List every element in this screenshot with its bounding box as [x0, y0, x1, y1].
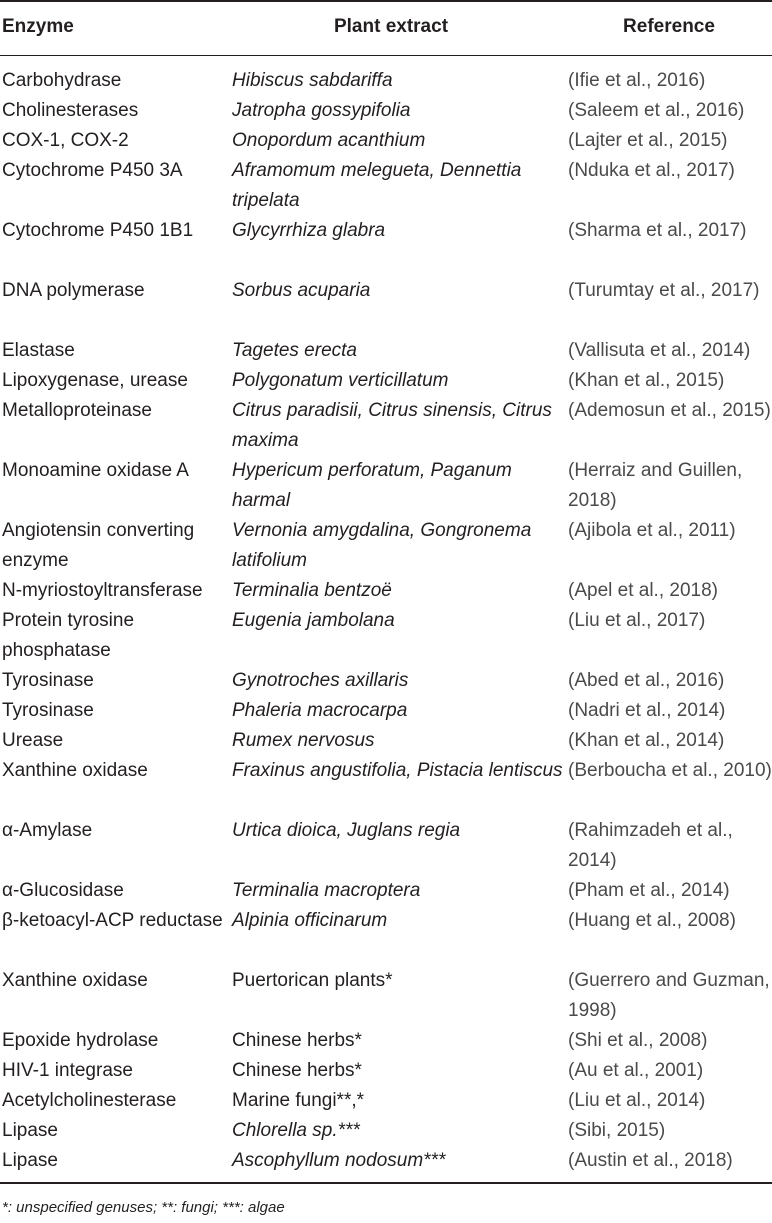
bottom-rule	[0, 1182, 772, 1184]
cell-reference: (Shi et al., 2008)	[568, 1030, 708, 1051]
cell-reference: (Berboucha et al., 2010)	[568, 760, 772, 781]
table-row	[0, 336, 772, 366]
cell-plant-extract: Chlorella sp.***	[232, 1120, 360, 1141]
table-row	[0, 456, 772, 516]
table-row	[0, 1146, 772, 1176]
header-enzyme: Enzyme	[2, 16, 74, 37]
header-plant-extract: Plant extract	[333, 16, 449, 37]
cell-plant-extract: Sorbus acuparia	[232, 280, 371, 301]
cell-plant-extract: Hypericum perforatum, Paganum harmal	[232, 460, 512, 511]
cell-reference: (Khan et al., 2014)	[568, 730, 725, 751]
cell-enzyme: Epoxide hydrolase	[2, 1030, 159, 1051]
cell-enzyme: Cytochrome P450 3A	[2, 160, 183, 181]
table-row	[0, 1116, 772, 1146]
table-row	[0, 276, 772, 336]
cell-reference: (Huang et al., 2008)	[568, 910, 736, 931]
cell-reference: (Turumtay et al., 2017)	[568, 280, 760, 301]
cell-enzyme: Angiotensin converting enzyme	[2, 520, 195, 571]
cell-enzyme: Tyrosinase	[2, 700, 94, 721]
table-row	[0, 1026, 772, 1056]
cell-enzyme: Metalloproteinase	[2, 400, 152, 421]
cell-reference: (Austin et al., 2018)	[568, 1150, 733, 1171]
cell-plant-extract: Polygonatum verticillatum	[232, 370, 449, 391]
cell-reference: (Au et al., 2001)	[568, 1060, 704, 1081]
table-body	[0, 66, 772, 1176]
table-row	[0, 876, 772, 906]
table-row	[0, 366, 772, 396]
table-row	[0, 156, 772, 216]
cell-enzyme: DNA polymerase	[2, 280, 145, 301]
table-row	[0, 576, 772, 606]
table-row	[0, 1056, 772, 1086]
cell-plant-extract: Urtica dioica, Juglans regia	[232, 820, 461, 841]
cell-enzyme: COX-1, COX-2	[2, 130, 129, 151]
cell-enzyme: Tyrosinase	[2, 670, 94, 691]
cell-enzyme: β-ketoacyl-ACP reductase	[2, 910, 223, 931]
table-row	[0, 966, 772, 1026]
cell-plant-extract: Glycyrrhiza glabra	[232, 220, 386, 241]
header-rule	[0, 55, 772, 56]
cell-plant-extract: Terminalia bentzoë	[232, 580, 392, 601]
table-row	[0, 906, 772, 966]
cell-enzyme: Acetylcholinesterase	[2, 1090, 177, 1111]
cell-reference: (Apel et al., 2018)	[568, 580, 718, 601]
table-row	[0, 606, 772, 666]
table-row	[0, 516, 772, 576]
cell-reference: (Nadri et al., 2014)	[568, 700, 726, 721]
cell-plant-extract: Fraxinus angustifolia, Pistacia lentiscus	[232, 760, 563, 781]
table-row	[0, 666, 772, 696]
cell-reference: (Guerrero and Guzman, 1998)	[568, 970, 770, 1021]
table-footnote: *: unspecified genuses; **: fungi; ***: algae	[2, 1199, 285, 1216]
cell-plant-extract: Onopordum acanthium	[232, 130, 426, 151]
table-row	[0, 66, 772, 96]
cell-reference: (Herraiz and Guillen, 2018)	[568, 460, 743, 511]
cell-enzyme: Monoamine oxidase A	[2, 460, 189, 481]
cell-reference: (Lajter et al., 2015)	[568, 130, 728, 151]
cell-plant-extract: Ascophyllum nodosum***	[232, 1150, 446, 1171]
cell-enzyme: Protein tyrosine phosphatase	[2, 610, 135, 661]
cell-reference: (Ajibola et al., 2011)	[568, 520, 736, 541]
cell-plant-extract: Marine fungi**,*	[232, 1090, 365, 1111]
cell-plant-extract: Hibiscus sabdariffa	[232, 70, 393, 91]
table-row	[0, 816, 772, 876]
cell-plant-extract: Citrus paradisii, Citrus sinensis, Citrus maxima	[232, 400, 552, 451]
cell-enzyme: Lipoxygenase, urease	[2, 370, 188, 391]
table-row	[0, 96, 772, 126]
table-row	[0, 126, 772, 156]
cell-enzyme: Urease	[2, 730, 64, 751]
cell-plant-extract: Chinese herbs*	[232, 1060, 362, 1081]
cell-enzyme: α-Amylase	[2, 820, 93, 841]
table-row	[0, 216, 772, 276]
cell-enzyme: Carbohydrase	[2, 70, 122, 91]
cell-reference: (Pham et al., 2014)	[568, 880, 730, 901]
cell-plant-extract: Phaleria macrocarpa	[232, 700, 408, 721]
top-rule	[0, 0, 772, 2]
cell-enzyme: Lipase	[2, 1120, 58, 1141]
cell-plant-extract: Alpinia officinarum	[232, 910, 388, 931]
cell-plant-extract: Eugenia jambolana	[232, 610, 395, 631]
cell-plant-extract: Gynotroches axillaris	[232, 670, 409, 691]
cell-enzyme: Xanthine oxidase	[2, 970, 148, 991]
cell-enzyme: α-Glucosidase	[2, 880, 124, 901]
cell-plant-extract: Terminalia macroptera	[232, 880, 421, 901]
cell-enzyme: Xanthine oxidase	[2, 760, 148, 781]
cell-enzyme: Lipase	[2, 1150, 58, 1171]
cell-plant-extract: Chinese herbs*	[232, 1030, 362, 1051]
cell-enzyme: N-myriostoyltransferase	[2, 580, 203, 601]
cell-plant-extract: Tagetes erecta	[232, 340, 357, 361]
table-row	[0, 696, 772, 726]
cell-reference: (Liu et al., 2014)	[568, 1090, 706, 1111]
cell-plant-extract: Puertorican plants*	[232, 970, 393, 991]
cell-enzyme: HIV-1 integrase	[2, 1060, 133, 1081]
cell-reference: (Liu et al., 2017)	[568, 610, 706, 631]
table-row	[0, 396, 772, 456]
cell-reference: (Sibi, 2015)	[568, 1120, 666, 1141]
table-row	[0, 756, 772, 816]
cell-reference: (Ifie et al., 2016)	[568, 70, 706, 91]
cell-reference: (Khan et al., 2015)	[568, 370, 725, 391]
table-row	[0, 1086, 772, 1116]
cell-enzyme: Cholinesterases	[2, 100, 139, 121]
cell-reference: (Sharma et al., 2017)	[568, 220, 747, 241]
cell-reference: (Ademosun et al., 2015)	[568, 400, 771, 421]
cell-reference: (Abed et al., 2016)	[568, 670, 725, 691]
cell-enzyme: Cytochrome P450 1B1	[2, 220, 194, 241]
cell-plant-extract: Jatropha gossypifolia	[232, 100, 411, 121]
cell-plant-extract: Aframomum melegueta, Dennettia tripelata	[232, 160, 522, 211]
cell-plant-extract: Vernonia amygdalina, Gongronema latifolium	[232, 520, 532, 571]
cell-enzyme: Elastase	[2, 340, 75, 361]
header-reference: Reference	[623, 16, 715, 37]
table-row	[0, 726, 772, 756]
cell-reference: (Saleem et al., 2016)	[568, 100, 745, 121]
cell-reference: (Rahimzadeh et al., 2014)	[568, 820, 733, 871]
cell-plant-extract: Rumex nervosus	[232, 730, 375, 751]
cell-reference: (Vallisuta et al., 2014)	[568, 340, 751, 361]
cell-reference: (Nduka et al., 2017)	[568, 160, 735, 181]
